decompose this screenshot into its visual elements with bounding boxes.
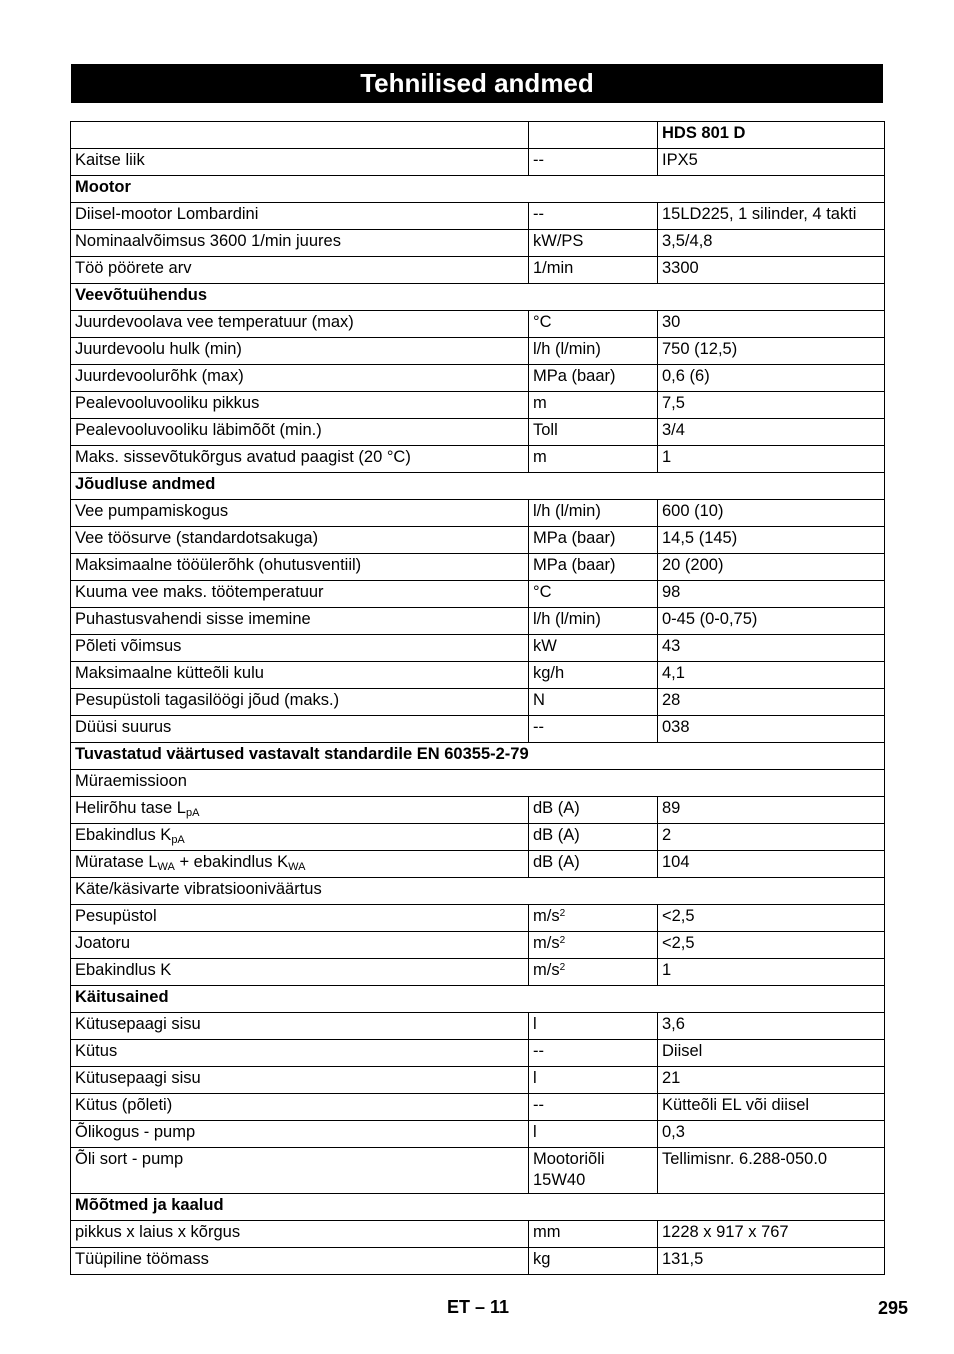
unit-cell <box>529 608 658 635</box>
table-row <box>71 689 885 716</box>
value-cell: Tellimisnr. 6.288-050.0 <box>658 1148 885 1194</box>
parameter-label: Ebakindlus K <box>75 826 172 844</box>
subsection-row <box>71 878 885 905</box>
section-header-row <box>71 1194 885 1221</box>
parameter-cell <box>71 905 529 932</box>
parameter-cell <box>71 959 529 986</box>
unit-cell <box>529 257 658 284</box>
table-row <box>71 1148 885 1194</box>
unit-label: Mootoriõli 15W40 <box>533 1150 605 1189</box>
unit-cell <box>529 1094 658 1121</box>
parameter-label: Pealevooluvooliku läbimõõt (min.) <box>75 421 322 439</box>
value-cell: 1228 x 917 x 767 <box>658 1221 885 1248</box>
unit-cell <box>529 824 658 851</box>
unit-label: -- <box>533 1096 544 1114</box>
parameter-cell <box>71 1221 529 1248</box>
unit-label: kg <box>533 1250 551 1268</box>
parameter-label: Maksimaalne kütteõli kulu <box>75 664 264 682</box>
unit-label: °C <box>533 583 552 601</box>
footer-page-number: 295 <box>878 1298 909 1318</box>
parameter-cell <box>71 635 529 662</box>
parameter-cell <box>71 311 529 338</box>
unit-cell <box>529 581 658 608</box>
parameter-label: Vee töösurve (standardotsakuga) <box>75 529 319 547</box>
unit-label: N <box>533 691 545 709</box>
table-row <box>71 581 885 608</box>
value-cell: 0-45 (0-0,75) <box>658 608 885 635</box>
unit-superscript: 2 <box>559 962 566 973</box>
unit-cell <box>529 1148 658 1194</box>
unit-cell <box>529 554 658 581</box>
unit-label: -- <box>533 151 544 169</box>
unit-cell <box>529 1248 658 1275</box>
parameter-cell <box>71 824 529 851</box>
table-row <box>71 1094 885 1121</box>
parameter-label: Düüsi suurus <box>75 718 172 736</box>
section-title: Jõudluse andmed <box>71 473 885 500</box>
parameter-label: Joatoru <box>75 934 131 952</box>
unit-label: -- <box>533 205 544 223</box>
parameter-cell <box>71 446 529 473</box>
table-row <box>71 662 885 689</box>
table-row <box>71 203 885 230</box>
unit-cell <box>529 1040 658 1067</box>
table-row <box>71 446 885 473</box>
parameter-cell <box>71 392 529 419</box>
table-row <box>71 311 885 338</box>
unit-label: m/s <box>533 961 560 979</box>
unit-label: dB (A) <box>533 799 580 817</box>
parameter-label: Pesupüstol <box>75 907 157 925</box>
value-cell: 3300 <box>658 257 885 284</box>
table-row <box>71 608 885 635</box>
table-row <box>71 1067 885 1094</box>
parameter-cell <box>71 716 529 743</box>
parameter-label: Õli sort - pump <box>75 1150 184 1168</box>
table-row <box>71 1221 885 1248</box>
table-row <box>71 824 885 851</box>
value-cell: 98 <box>658 581 885 608</box>
parameter-label: Vee pumpamiskogus <box>75 502 229 520</box>
unit-label: kW/PS <box>533 232 584 250</box>
table-row <box>71 554 885 581</box>
parameter-cell <box>71 1094 529 1121</box>
parameter-label: Töö pöörete arv <box>75 259 192 277</box>
parameter-label: Pealevooluvooliku pikkus <box>75 394 260 412</box>
parameter-cell <box>71 257 529 284</box>
unit-label: l <box>533 1123 537 1141</box>
unit-cell <box>529 716 658 743</box>
page-title: Tehnilised andmed <box>71 64 883 103</box>
parameter-subscript: WA <box>157 861 175 873</box>
unit-label: m <box>533 394 547 412</box>
parameter-cell <box>71 527 529 554</box>
unit-label: kg/h <box>533 664 565 682</box>
table-row <box>71 419 885 446</box>
parameter-cell <box>71 554 529 581</box>
unit-label: l/h (l/min) <box>533 502 601 520</box>
table-row <box>71 635 885 662</box>
table-row <box>71 797 885 824</box>
unit-superscript: 2 <box>559 908 566 919</box>
section-header-row <box>71 284 885 311</box>
parameter-label: Juurdevoolu hulk (min) <box>75 340 242 358</box>
parameter-cell <box>71 1121 529 1148</box>
value-cell: IPX5 <box>658 149 885 176</box>
unit-cell <box>529 797 658 824</box>
table-row <box>71 959 885 986</box>
table-row <box>71 716 885 743</box>
table-header-row <box>71 122 885 149</box>
parameter-label: Kuuma vee maks. töötemperatuur <box>75 583 324 601</box>
value-cell: Diisel <box>658 1040 885 1067</box>
table-row <box>71 932 885 959</box>
subsection-row <box>71 770 885 797</box>
value-cell: 7,5 <box>658 392 885 419</box>
parameter-label: Müratase L <box>75 853 158 871</box>
value-cell: 131,5 <box>658 1248 885 1275</box>
value-cell: 0,3 <box>658 1121 885 1148</box>
value-cell: 750 (12,5) <box>658 338 885 365</box>
parameter-label: Kütus <box>75 1042 118 1060</box>
unit-label: -- <box>533 1042 544 1060</box>
parameter-cell <box>71 797 529 824</box>
unit-cell <box>529 1067 658 1094</box>
parameter-label: Juurdevoolurõhk (max) <box>75 367 244 385</box>
unit-label: 1/min <box>533 259 574 277</box>
value-cell: <2,5 <box>658 905 885 932</box>
unit-label: m/s <box>533 907 560 925</box>
parameter-cell <box>71 365 529 392</box>
parameter-subscript: pA <box>171 834 185 846</box>
parameter-subscript: WA <box>288 861 306 873</box>
section-header-row <box>71 743 885 770</box>
table-row <box>71 1013 885 1040</box>
unit-label: MPa (baar) <box>533 367 616 385</box>
parameter-label: Diisel-mootor Lombardini <box>75 205 259 223</box>
technical-data-table <box>70 121 885 1275</box>
parameter-cell <box>71 203 529 230</box>
parameter-subscript: pA <box>185 807 200 819</box>
table-row <box>71 392 885 419</box>
value-cell: Kütteõli EL või diisel <box>658 1094 885 1121</box>
parameter-cell <box>71 338 529 365</box>
parameter-cell <box>71 1040 529 1067</box>
unit-cell <box>529 446 658 473</box>
unit-label: mm <box>533 1223 561 1241</box>
parameter-label: Kütusepaagi sisu <box>75 1069 201 1087</box>
unit-label: m <box>533 448 547 466</box>
value-cell: 0,6 (6) <box>658 365 885 392</box>
unit-cell <box>529 230 658 257</box>
parameter-cell <box>71 689 529 716</box>
unit-cell <box>529 851 658 878</box>
section-header-row <box>71 986 885 1013</box>
parameter-cell <box>71 230 529 257</box>
value-cell: 30 <box>658 311 885 338</box>
unit-cell <box>529 500 658 527</box>
parameter-label: Kaitse liik <box>75 151 145 169</box>
value-cell: 1 <box>658 959 885 986</box>
table-row <box>71 365 885 392</box>
table-row <box>71 905 885 932</box>
section-title: Mootor <box>71 176 885 203</box>
section-title: Veevõtuühendus <box>71 284 885 311</box>
parameter-cell <box>71 662 529 689</box>
parameter-cell <box>71 1067 529 1094</box>
unit-cell <box>529 1013 658 1040</box>
unit-label: MPa (baar) <box>533 556 616 574</box>
unit-cell <box>529 905 658 932</box>
footer-language-section <box>447 1297 509 1318</box>
unit-cell <box>529 689 658 716</box>
value-cell: 3,5/4,8 <box>658 230 885 257</box>
parameter-label: Õlikogus - pump <box>75 1123 196 1141</box>
parameter-label: Nominaalvõimsus 3600 1/min juures <box>75 232 341 250</box>
unit-cell <box>529 1221 658 1248</box>
unit-cell <box>529 338 658 365</box>
parameter-cell <box>71 419 529 446</box>
parameter-label: Helirõhu tase L <box>75 799 186 817</box>
header-cell-unit <box>529 122 658 149</box>
footer-language: ET <box>447 1297 471 1317</box>
parameter-label: Puhastusvahendi sisse imemine <box>75 610 311 628</box>
parameter-cell <box>71 608 529 635</box>
parameter-cell <box>71 149 529 176</box>
value-cell: 89 <box>658 797 885 824</box>
parameter-label: Maks. sissevõtukõrgus avatud paagist (20 °C) <box>75 448 411 466</box>
unit-cell <box>529 365 658 392</box>
unit-cell <box>529 203 658 230</box>
parameter-cell <box>71 851 529 878</box>
value-cell: 28 <box>658 689 885 716</box>
footer-section-page: – 11 <box>475 1297 510 1317</box>
unit-label: -- <box>533 718 544 736</box>
unit-label: MPa (baar) <box>533 529 616 547</box>
parameter-label: pikkus x laius x kõrgus <box>75 1223 241 1241</box>
unit-cell <box>529 149 658 176</box>
value-cell: 3,6 <box>658 1013 885 1040</box>
table-row <box>71 1040 885 1067</box>
value-cell: 21 <box>658 1067 885 1094</box>
value-cell: 1 <box>658 446 885 473</box>
parameter-label: Ebakindlus K <box>75 961 172 979</box>
parameter-label: Juurdevoolava vee temperatuur (max) <box>75 313 354 331</box>
unit-label: m/s <box>533 934 560 952</box>
parameter-cell <box>71 1248 529 1275</box>
value-cell: 2 <box>658 824 885 851</box>
table-row <box>71 338 885 365</box>
table-row <box>71 527 885 554</box>
unit-cell <box>529 635 658 662</box>
unit-cell <box>529 662 658 689</box>
value-cell: 600 (10) <box>658 500 885 527</box>
parameter-label: Tüüpiline töömass <box>75 1250 209 1268</box>
parameter-label: Pesupüstoli tagasilöögi jõud (maks.) <box>75 691 340 709</box>
section-title: Mõõtmed ja kaalud <box>71 1194 885 1221</box>
table-row <box>71 257 885 284</box>
unit-label: kW <box>533 637 557 655</box>
unit-label: °C <box>533 313 552 331</box>
section-header-row <box>71 473 885 500</box>
table-row <box>71 149 885 176</box>
value-cell: 3/4 <box>658 419 885 446</box>
parameter-label: Maksimaalne tööülerõhk (ohutusventiil) <box>75 556 362 574</box>
unit-label: dB (A) <box>533 826 580 844</box>
unit-label: dB (A) <box>533 853 580 871</box>
parameter-cell <box>71 1013 529 1040</box>
parameter-cell <box>71 932 529 959</box>
parameter-label: Põleti võimsus <box>75 637 182 655</box>
subsection-title: Käte/käsivarte vibratsiooniväärtus <box>71 878 885 905</box>
section-title: Käitusained <box>71 986 885 1013</box>
unit-cell <box>529 311 658 338</box>
value-cell: 14,5 (145) <box>658 527 885 554</box>
value-cell: 15LD225, 1 silinder, 4 takti <box>658 203 885 230</box>
table-row <box>71 500 885 527</box>
unit-cell <box>529 959 658 986</box>
parameter-cell <box>71 1148 529 1194</box>
value-cell: 038 <box>658 716 885 743</box>
table-row <box>71 1121 885 1148</box>
unit-superscript: 2 <box>559 935 566 946</box>
header-cell-model: HDS 801 D <box>658 122 885 149</box>
value-cell: 43 <box>658 635 885 662</box>
subsection-title: Müraemissioon <box>71 770 885 797</box>
header-cell-parameter <box>71 122 529 149</box>
parameter-cell <box>71 500 529 527</box>
unit-label: l <box>533 1015 537 1033</box>
unit-cell <box>529 1121 658 1148</box>
table-row <box>71 230 885 257</box>
value-cell: 20 (200) <box>658 554 885 581</box>
section-header-row <box>71 176 885 203</box>
unit-cell <box>529 392 658 419</box>
unit-cell <box>529 419 658 446</box>
unit-cell <box>529 527 658 554</box>
parameter-cell <box>71 581 529 608</box>
unit-label: Toll <box>533 421 558 439</box>
parameter-label: Kütus (põleti) <box>75 1096 173 1114</box>
unit-label: l/h (l/min) <box>533 610 601 628</box>
unit-label: l/h (l/min) <box>533 340 601 358</box>
unit-label: l <box>533 1069 537 1087</box>
table-row <box>71 851 885 878</box>
value-cell: <2,5 <box>658 932 885 959</box>
parameter-label: Kütusepaagi sisu <box>75 1015 201 1033</box>
parameter-label-cont: + ebakindlus K <box>174 853 289 871</box>
table-row <box>71 1248 885 1275</box>
value-cell: 104 <box>658 851 885 878</box>
unit-cell <box>529 932 658 959</box>
value-cell: 4,1 <box>658 662 885 689</box>
section-title: Tuvastatud väärtused vastavalt standardile EN 60355-2-79 <box>71 743 885 770</box>
